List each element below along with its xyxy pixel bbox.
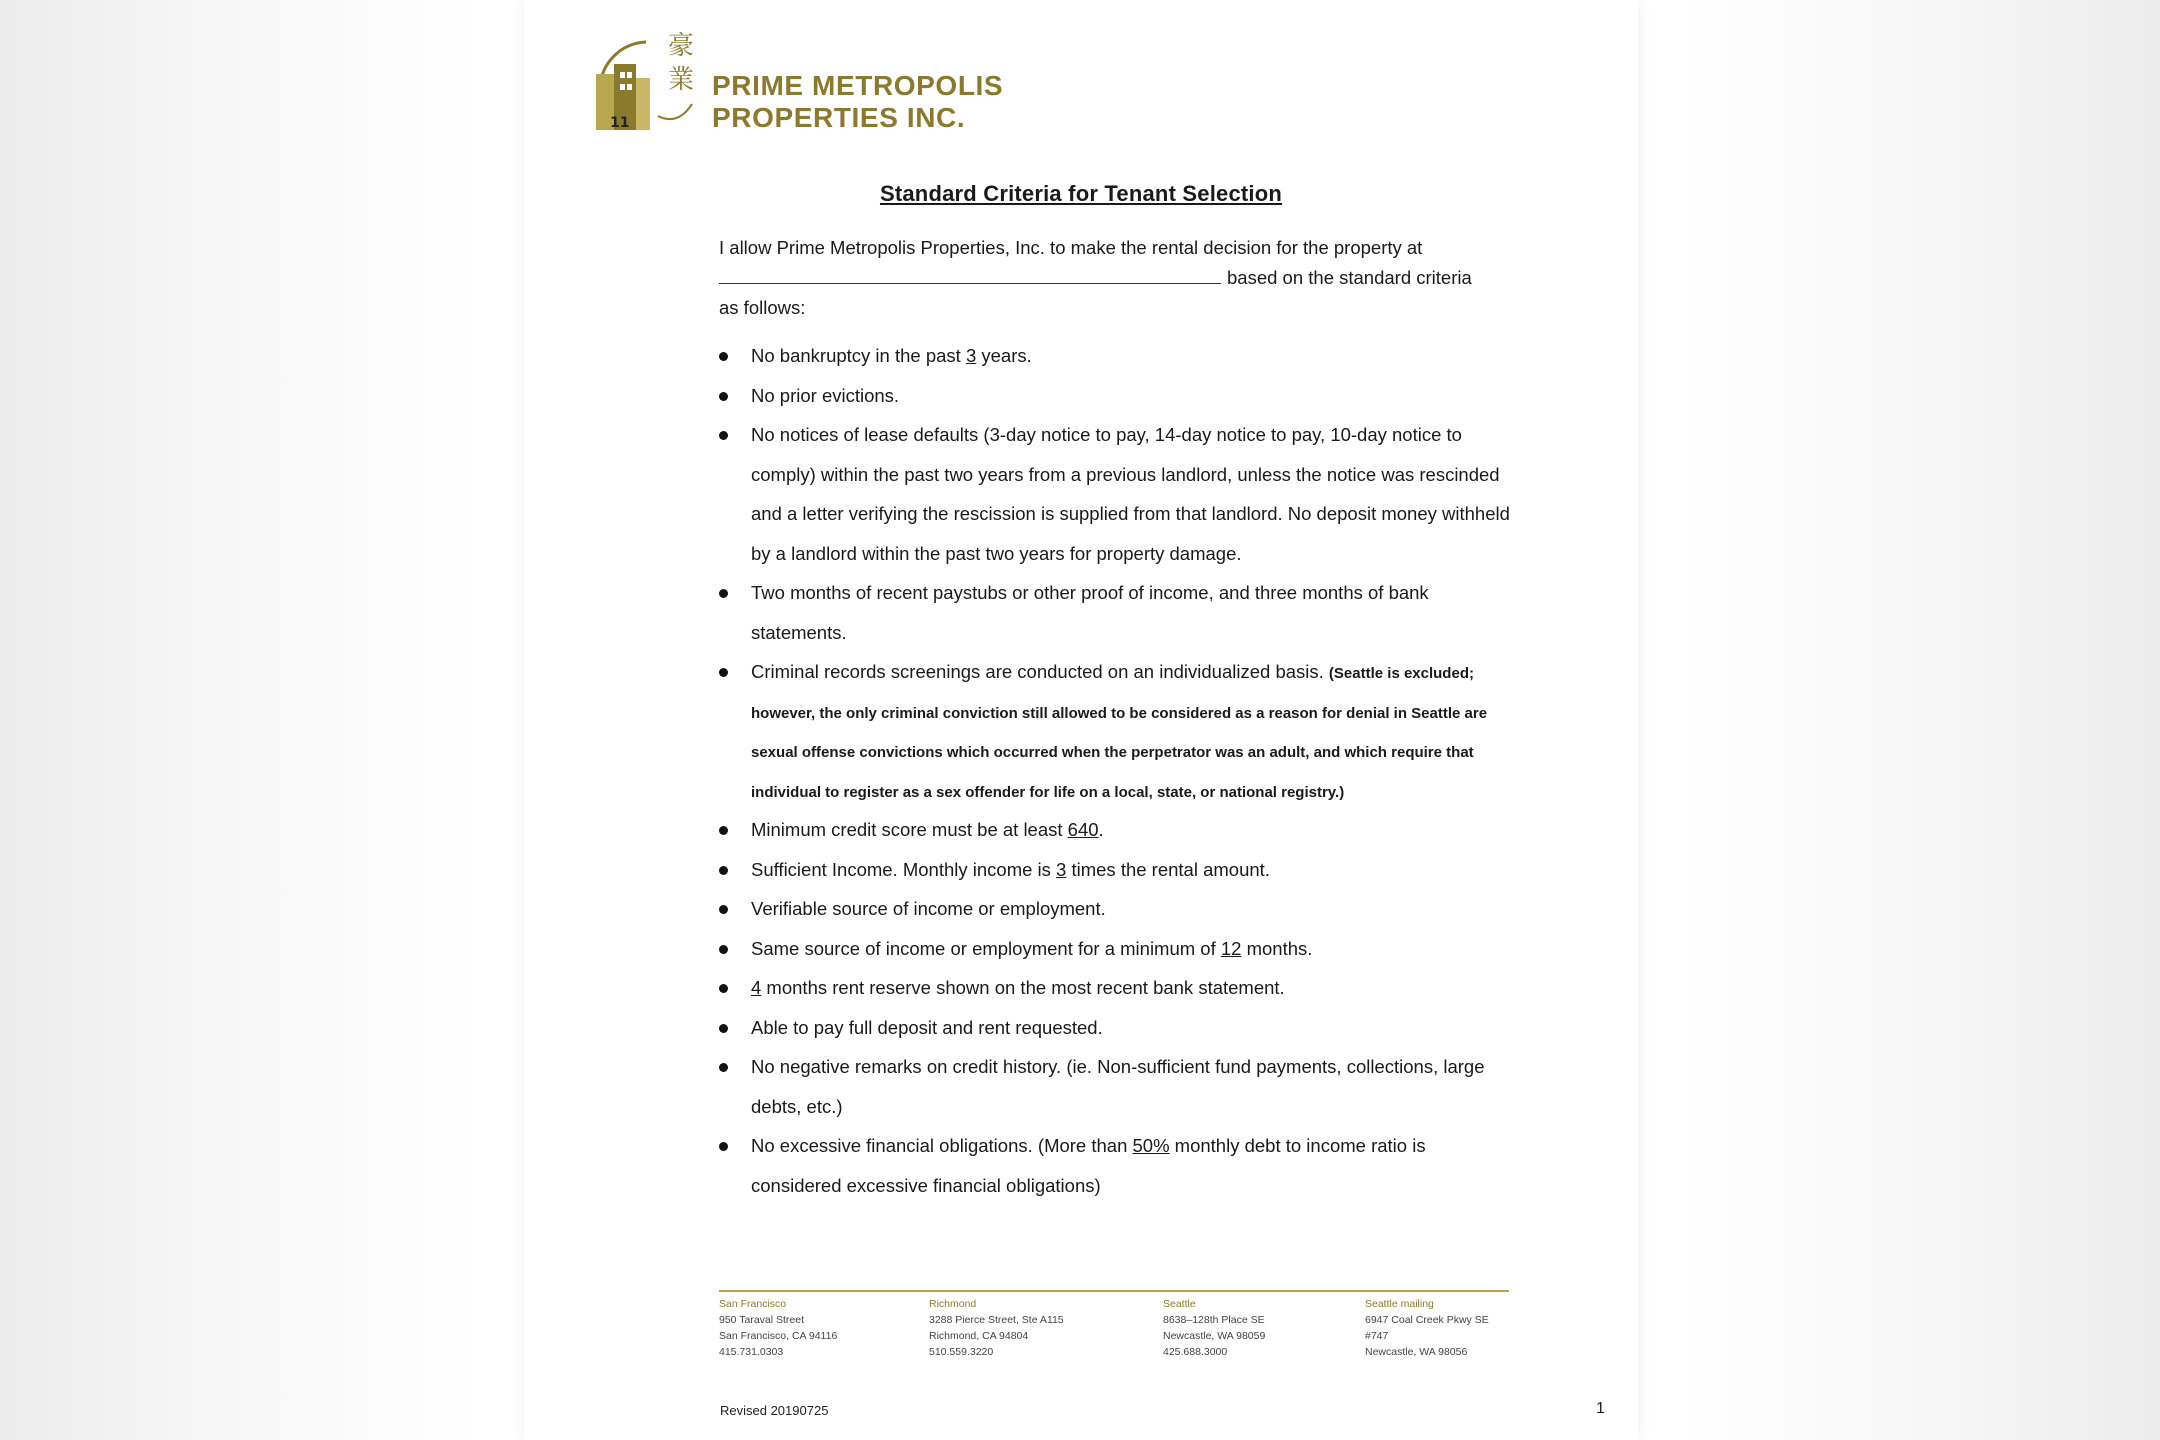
bullet-icon xyxy=(719,431,728,440)
svg-text:業: 業 xyxy=(668,65,695,95)
company-name xyxy=(712,70,1003,134)
criteria-item: Criminal records screenings are conducted on an individualized basis. (Seattle is excluded; however, the only criminal conviction still allowed to be considered as a reason for denial in Seattle are sexual offense convictions which occurred when the perpetrator was an adult, and which require that individual to register as a sex offender for life on a local, state, or national registry.) xyxy=(719,652,1519,810)
office-seattle: Seattle 8638–128th Place SE Newcastle, WA 98059 425.688.3000 xyxy=(1163,1298,1266,1358)
criteria-list xyxy=(719,336,1519,1205)
criteria-item: No notices of lease defaults (3-day notice to pay, 14-day notice to pay, 10-day notice to comply) within the past two years from a previous landlord, unless the notice was rescinded and a letter verifying the rescission is supplied from that landlord. No deposit money withheld by a landlord within the past two years for property damage. xyxy=(719,415,1519,573)
criteria-item: Verifiable source of income or employment. xyxy=(719,889,1519,929)
company-name-line2: PROPERTIES INC. xyxy=(712,102,966,133)
property-address-blank[interactable] xyxy=(719,263,1221,284)
revision-date: Revised 20190725 xyxy=(720,1403,829,1418)
office-seattle-mailing: Seattle mailing 6947 Coal Creek Pkwy SE #747 Newcastle, WA 98056 xyxy=(1365,1298,1489,1358)
office-richmond: Richmond 3288 Pierce Street, Ste A115 Richmond, CA 94804 510.559.3220 xyxy=(929,1298,1064,1358)
criteria-item: No excessive financial obligations. (More than 50% monthly debt to income ratio is considered excessive financial obligations) xyxy=(719,1126,1519,1205)
document-page xyxy=(524,0,1638,1440)
seattle-note: (Seattle is excluded; however, the only criminal conviction still allowed to be considered as a reason for denial in Seattle are sexual offense convictions which occurred when the perpetrator was an adult, and which require that individual to register as a sex offender for life on a local, state, or national registry.) xyxy=(751,665,1488,801)
criteria-item: Sufficient Income. Monthly income is 3 times the rental amount. xyxy=(719,850,1519,890)
intro-paragraph xyxy=(719,233,1519,323)
bullet-icon xyxy=(719,905,728,914)
intro-line2 xyxy=(719,263,1519,293)
building-logo-icon xyxy=(588,32,708,142)
bullet-icon xyxy=(719,1142,728,1151)
bullet-icon xyxy=(719,668,728,677)
bullet-icon xyxy=(719,984,728,993)
criteria-item: 4 months rent reserve shown on the most recent bank statement. xyxy=(719,968,1519,1008)
criteria-item: No bankruptcy in the past 3 years. xyxy=(719,336,1519,376)
bullet-icon xyxy=(719,866,728,875)
intro-line2-text: based on the standard criteria xyxy=(1227,267,1472,288)
office-san-francisco: San Francisco 950 Taraval Street San Francisco, CA 94116 415.731.0303 xyxy=(719,1298,838,1358)
page-number: 1 xyxy=(1596,1400,1605,1417)
intro-line1: I allow Prime Metropolis Properties, Inc. to make the rental decision for the property at xyxy=(719,237,1423,258)
document-title: Standard Criteria for Tenant Selection xyxy=(879,181,1283,206)
bullet-icon xyxy=(719,945,728,954)
criteria-item: Able to pay full deposit and rent requested. xyxy=(719,1008,1519,1048)
office-addresses xyxy=(719,1296,1519,1356)
criteria-item: No negative remarks on credit history. (ie. Non-sufficient fund payments, collections, large debts, etc.) xyxy=(719,1047,1519,1126)
svg-text:11: 11 xyxy=(610,115,630,131)
bullet-icon xyxy=(719,1024,728,1033)
bullet-icon xyxy=(719,589,728,598)
company-logo xyxy=(588,32,1004,142)
criteria-item: No prior evictions. xyxy=(719,376,1519,416)
criteria-item: Minimum credit score must be at least 640. xyxy=(719,810,1519,850)
company-name-line1: PRIME METROPOLIS xyxy=(712,70,1004,101)
bullet-icon xyxy=(719,1063,728,1072)
footer-divider xyxy=(719,1290,1509,1292)
intro-line3: as follows: xyxy=(719,297,806,318)
bullet-icon xyxy=(719,826,728,835)
criteria-item: Two months of recent paystubs or other proof of income, and three months of bank statements. xyxy=(719,573,1519,652)
bullet-icon xyxy=(719,352,728,361)
criteria-item: Same source of income or employment for a minimum of 12 months. xyxy=(719,929,1519,969)
svg-text:豪: 豪 xyxy=(668,32,695,61)
bullet-icon xyxy=(719,392,728,401)
